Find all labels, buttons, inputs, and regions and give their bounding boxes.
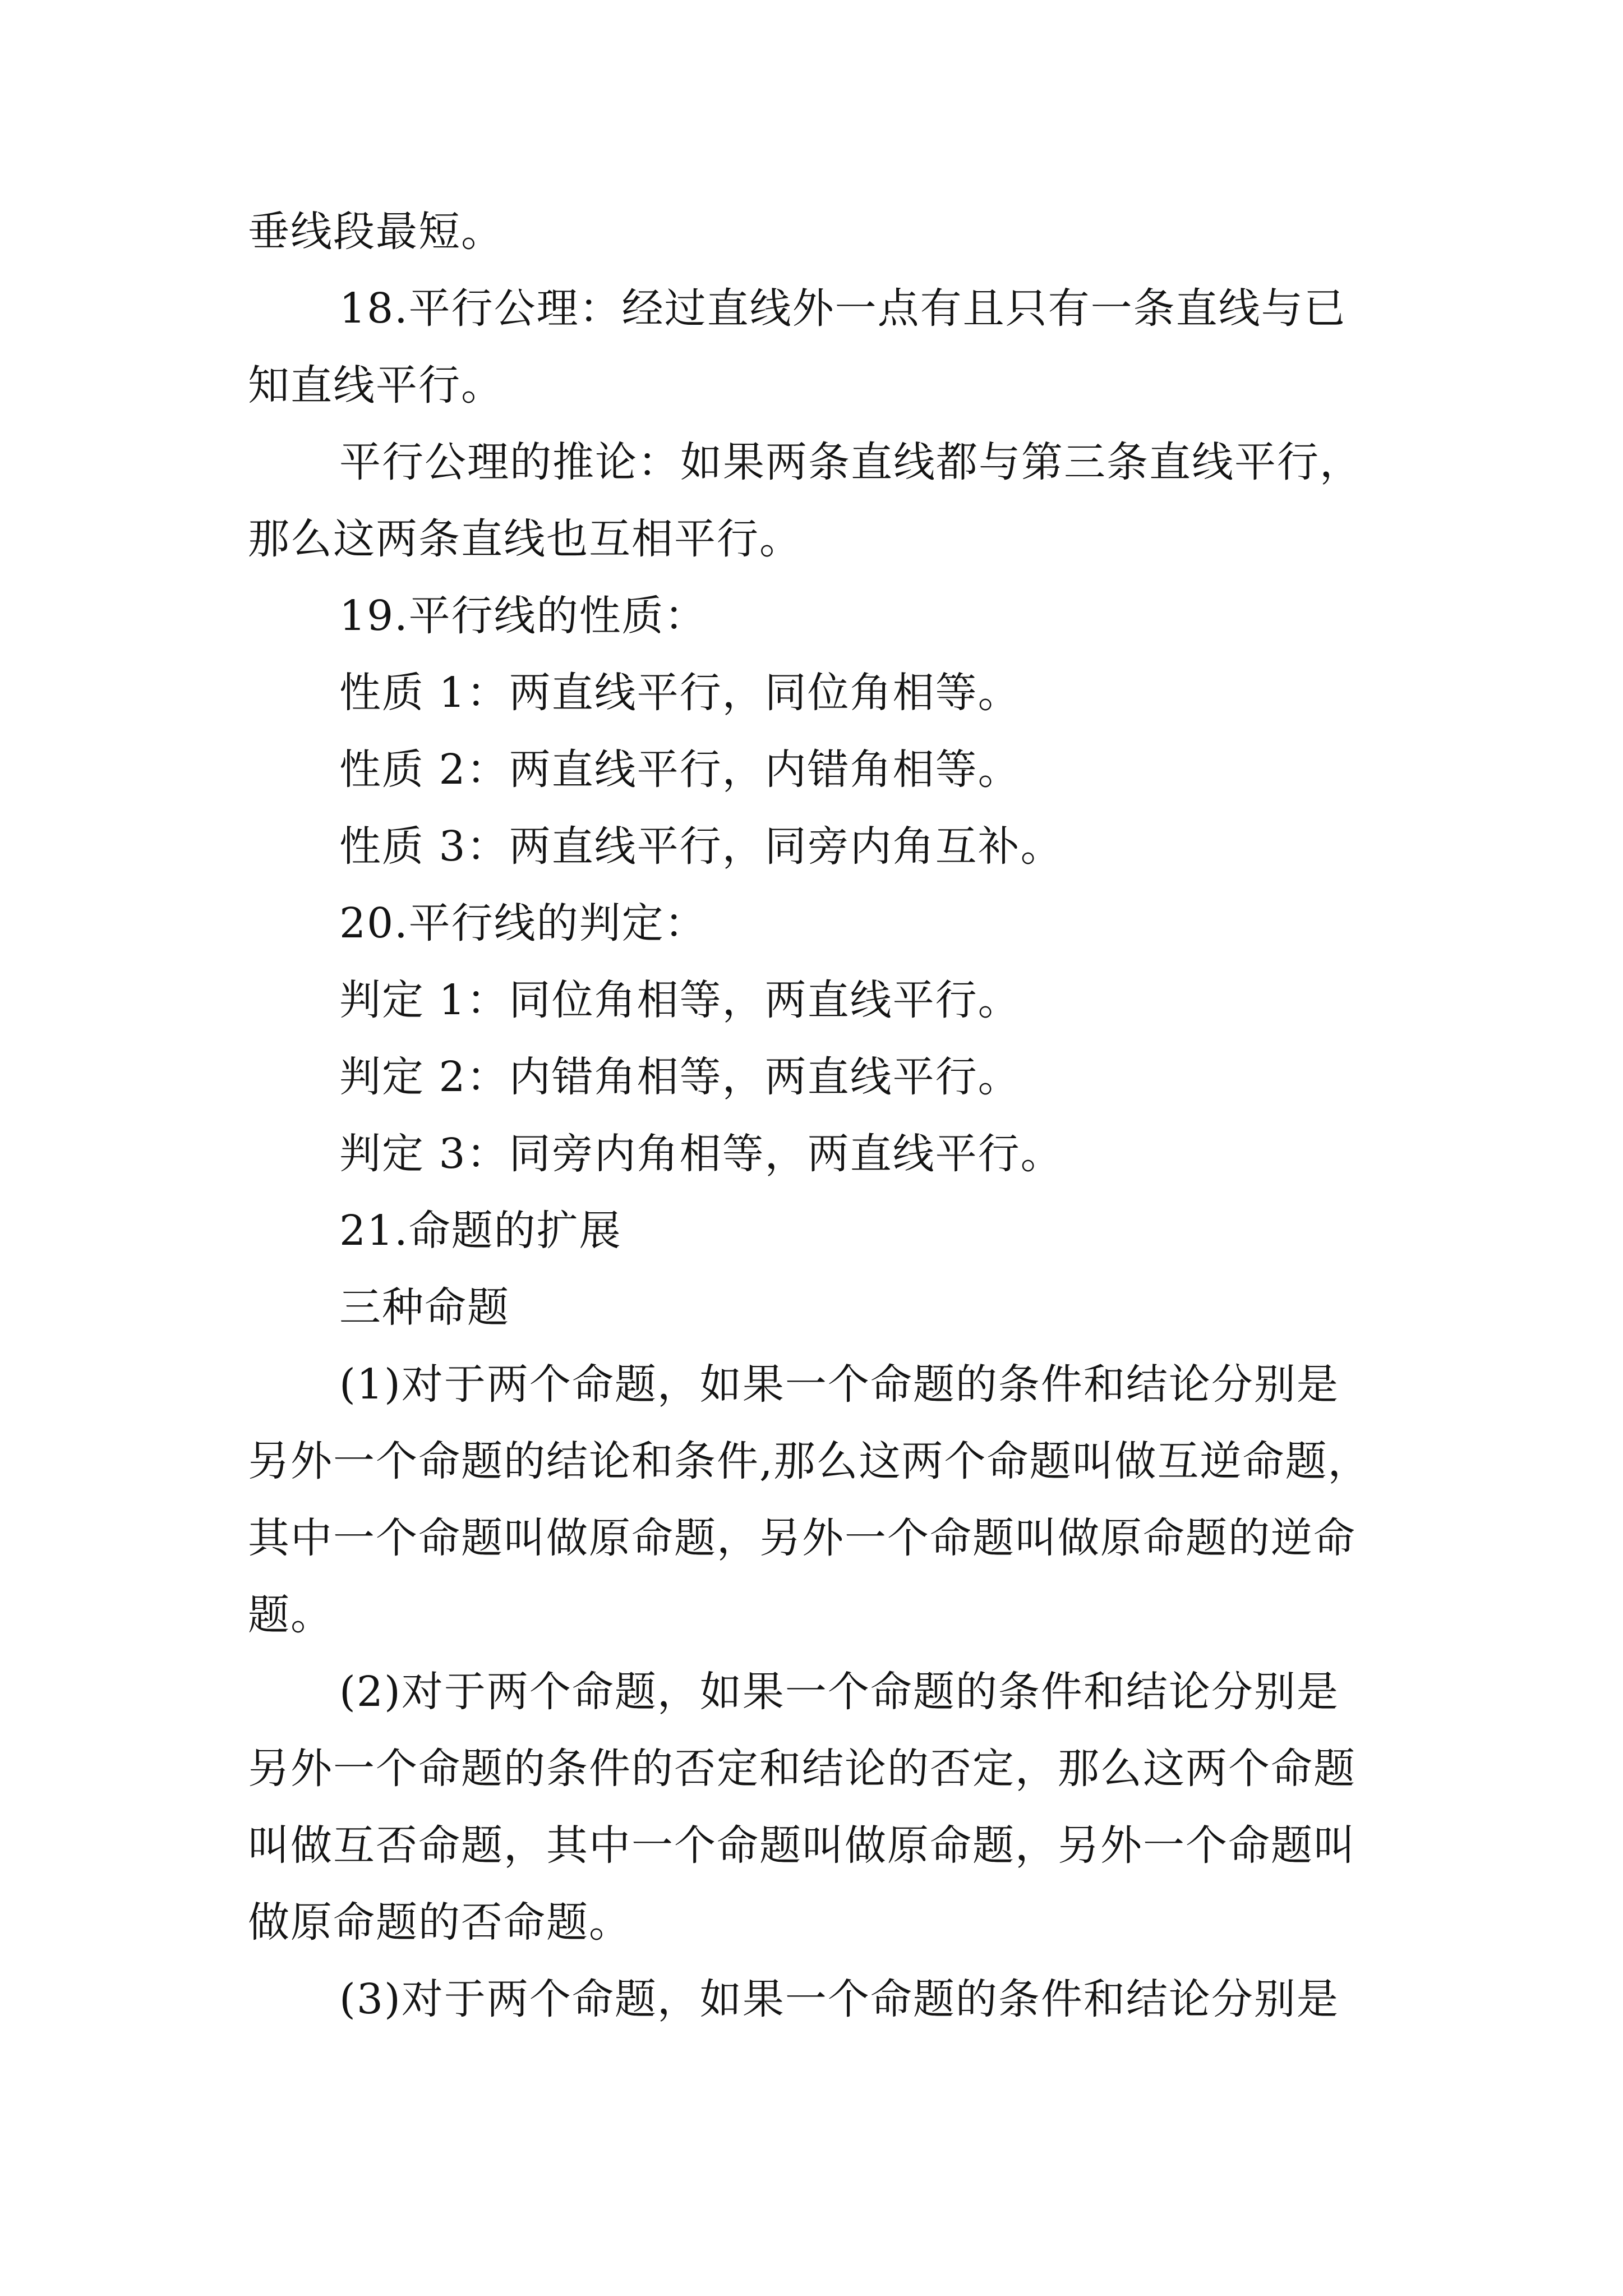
text-line: 做原命题的否命题。: [248, 1898, 631, 1947]
text-line: 叫做互否命题，其中一个命题叫做原命题，另外一个命题叫: [248, 1821, 1356, 1870]
text-line: (2)对于两个命题，如果一个命题的条件和结论分别是: [339, 1668, 1339, 1716]
text-line: 另外一个命题的结论和条件,那么这两个命题叫做互逆命题，: [248, 1437, 1371, 1485]
text-line: 性质 2：两直线平行，内错角相等。: [339, 746, 1021, 794]
subsection-heading: 三种命题: [339, 1283, 510, 1332]
text-line: (3)对于两个命题，如果一个命题的条件和结论分别是: [339, 1975, 1339, 2023]
text-line: 知直线平行。: [248, 361, 504, 409]
section-heading: 19.平行线的性质：: [339, 592, 707, 640]
text-line: 性质 1：两直线平行，同位角相等。: [339, 669, 1021, 717]
text-line: 垂线段最短。: [248, 208, 504, 256]
text-line: 其中一个命题叫做原命题，另外一个命题叫做原命题的逆命: [248, 1514, 1356, 1562]
text-line: 判定 2：内错角相等，两直线平行。: [339, 1053, 1021, 1101]
text-line: 平行公理的推论：如果两条直线都与第三条直线平行，: [339, 438, 1362, 486]
document-page: [248, 194, 1392, 2038]
text-line: 那么这两条直线也互相平行。: [248, 515, 802, 563]
text-line: (1)对于两个命题，如果一个命题的条件和结论分别是: [339, 1360, 1339, 1409]
text-line: 判定 3：同旁内角相等，两直线平行。: [339, 1130, 1063, 1178]
text-line: 判定 1：同位角相等，两直线平行。: [339, 976, 1021, 1024]
section-heading: 21.命题的扩展: [339, 1207, 622, 1255]
text-line: 题。: [248, 1591, 333, 1639]
text-line: 性质 3：两直线平行，同旁内角互补。: [339, 822, 1063, 871]
text-line: 18.平行公理：经过直线外一点有且只有一条直线与已: [339, 284, 1347, 333]
text-line: 另外一个命题的条件的否定和结论的否定，那么这两个命题: [248, 1745, 1356, 1793]
section-heading: 20.平行线的判定：: [339, 899, 707, 947]
